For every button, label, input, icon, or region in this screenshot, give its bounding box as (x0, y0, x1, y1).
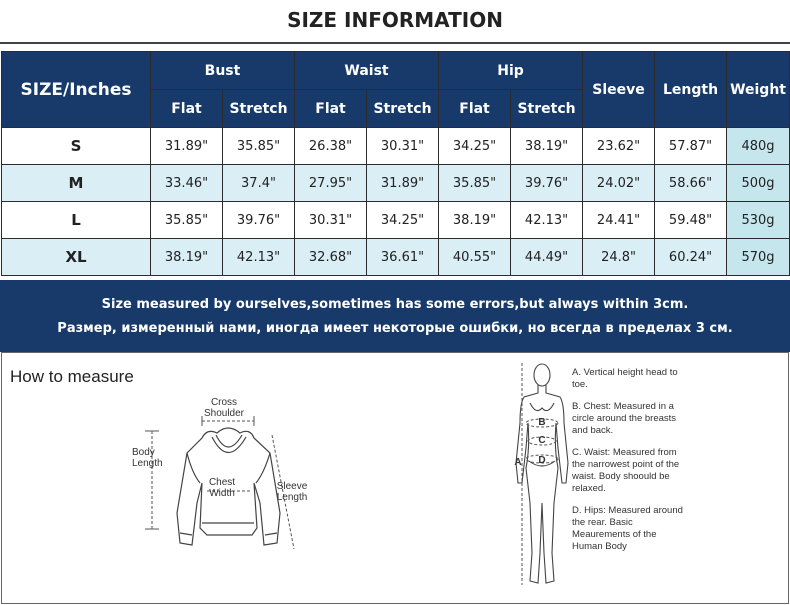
bust-stretch-cell: 37.4" (223, 165, 295, 202)
header-length: Length (655, 52, 727, 128)
legend-item: D. Hips: Measured around the rear. Basic Meaurements of the Human Body (572, 505, 683, 552)
size-cell: S (2, 128, 151, 165)
measurement-legend (572, 367, 687, 563)
hip-stretch-cell: 38.19" (511, 128, 583, 165)
waist-flat-cell: 30.31" (295, 202, 367, 239)
header-bust-flat: Flat (151, 90, 223, 128)
header-size-inches: SIZE/Inches (2, 52, 151, 128)
sleeve-cell: 23.62" (583, 128, 655, 165)
hip-flat-cell: 38.19" (439, 202, 511, 239)
hip-stretch-cell: 44.49" (511, 239, 583, 276)
how-to-measure-panel (1, 352, 789, 604)
how-to-measure-heading: How to measure (10, 367, 134, 386)
title-divider (0, 42, 790, 44)
hip-stretch-cell: 39.76" (511, 165, 583, 202)
bust-stretch-cell: 42.13" (223, 239, 295, 276)
hip-flat-cell: 35.85" (439, 165, 511, 202)
body-length-label: Body Length (132, 447, 163, 469)
length-cell: 58.66" (655, 165, 727, 202)
chest-width-label: Chest Width (208, 477, 236, 499)
mark-b: B (538, 417, 546, 428)
header-sleeve: Sleeve (583, 52, 655, 128)
table-row (2, 128, 790, 165)
table-row (2, 165, 790, 202)
table-row (2, 202, 790, 239)
header-waist: Waist (295, 52, 439, 90)
waist-stretch-cell: 36.61" (367, 239, 439, 276)
table-row (2, 239, 790, 276)
waist-stretch-cell: 34.25" (367, 202, 439, 239)
size-cell: M (2, 165, 151, 202)
size-cell: L (2, 202, 151, 239)
header-hip: Hip (439, 52, 583, 90)
sleeve-cell: 24.41" (583, 202, 655, 239)
legend-item: B. Chest: Measured in a circle around the breasts and back. (572, 401, 677, 436)
waist-flat-cell: 27.95" (295, 165, 367, 202)
waist-stretch-cell: 30.31" (367, 128, 439, 165)
header-hip-stretch: Stretch (511, 90, 583, 128)
mark-a: A (514, 457, 522, 468)
weight-cell: 530g (727, 202, 790, 239)
weight-cell: 570g (727, 239, 790, 276)
waist-flat-cell: 32.68" (295, 239, 367, 276)
size-table (1, 51, 790, 276)
legend-item: C. Waist: Measured from the narrowest point of the waist. Body shoould be relaxed. (572, 447, 680, 494)
hip-flat-cell: 40.55" (439, 239, 511, 276)
waist-stretch-cell: 31.89" (367, 165, 439, 202)
header-waist-flat: Flat (295, 90, 367, 128)
header-bust: Bust (151, 52, 295, 90)
bust-flat-cell: 38.19" (151, 239, 223, 276)
sleeve-cell: 24.8" (583, 239, 655, 276)
cross-shoulder-label: Cross Shoulder (203, 397, 245, 419)
length-cell: 60.24" (655, 239, 727, 276)
mark-d: D (538, 455, 546, 466)
weight-cell: 500g (727, 165, 790, 202)
length-cell: 59.48" (655, 202, 727, 239)
weight-cell: 480g (727, 128, 790, 165)
bust-flat-cell: 33.46" (151, 165, 223, 202)
mark-c: C (538, 435, 546, 446)
bust-stretch-cell: 35.85" (223, 128, 295, 165)
bust-flat-cell: 35.85" (151, 202, 223, 239)
note-english: Size measured by ourselves,sometimes has some errors,but always within 3cm. (101, 297, 689, 312)
length-cell: 57.87" (655, 128, 727, 165)
bust-stretch-cell: 39.76" (223, 202, 295, 239)
header-weight: Weight (727, 52, 790, 128)
bust-flat-cell: 31.89" (151, 128, 223, 165)
waist-flat-cell: 26.38" (295, 128, 367, 165)
sleeve-length-label: Sleeve Length (276, 481, 308, 503)
hip-flat-cell: 34.25" (439, 128, 511, 165)
header-waist-stretch: Stretch (367, 90, 439, 128)
hip-stretch-cell: 42.13" (511, 202, 583, 239)
sleeve-cell: 24.02" (583, 165, 655, 202)
size-cell: XL (2, 239, 151, 276)
page-title: SIZE INFORMATION (287, 8, 503, 32)
measurement-note (0, 280, 790, 352)
legend-item: A. Vertical height head to toe. (572, 367, 678, 390)
header-hip-flat: Flat (439, 90, 511, 128)
note-russian: Размер, измеренный нами, иногда имеет некоторые ошибки, но всегда в пределах 3 см. (57, 321, 733, 336)
header-bust-stretch: Stretch (223, 90, 295, 128)
